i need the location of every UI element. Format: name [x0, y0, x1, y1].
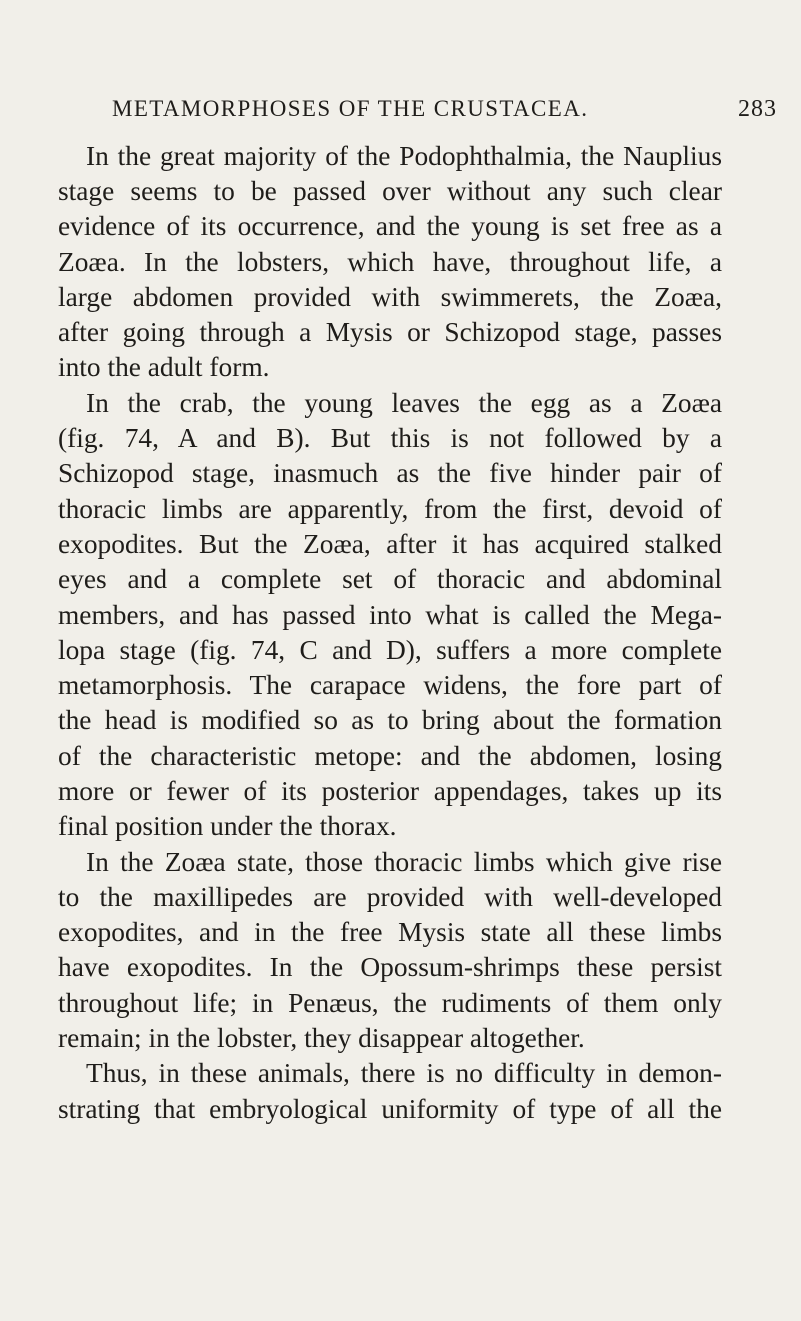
text-line: In the Zoæa state, those thoracic limbs which give rise — [86, 847, 722, 877]
text-line: exopodites, and in the free Mysis state all these limbs — [58, 917, 722, 947]
text-line: exopodites. But the Zoæa, after it has acquired stalked — [58, 529, 722, 559]
text-line: throughout life; in Penæus, the rudiments of them only — [58, 988, 722, 1018]
text-line: large abdomen provided with swimmerets, the Zoæa, — [58, 282, 722, 312]
text-line: In the crab, the young leaves the egg as a Zoæa — [86, 388, 722, 418]
text-line: (fig. 74, A and B). But this is not followed by a — [58, 423, 722, 453]
running-head-title: METAMORPHOSES OF THE CRUSTACEA. — [112, 96, 589, 121]
text-line: members, and has passed into what is called the Mega- — [58, 600, 722, 630]
text-line: into the adult form. — [58, 352, 270, 382]
text-line: of the characteristic metope: and the abdomen, losing — [58, 741, 722, 771]
text-line: remain; in the lobster, they disappear altogether. — [58, 1023, 585, 1053]
text-line: final position under the thorax. — [58, 811, 397, 841]
text-line: metamorphosis. The carapace widens, the fore part of — [58, 670, 722, 700]
text-line: more or fewer of its posterior appendages, takes up its — [58, 776, 722, 806]
text-line: have exopodites. In the Opossum-shrimps these persist — [58, 952, 722, 982]
text-line: lopa stage (fig. 74, C and D), suffers a more complete — [58, 635, 722, 665]
text-line: In the great majority of the Podophthalmia, the Nauplius — [86, 141, 722, 171]
text-line: after going through a Mysis or Schizopod stage, passes — [58, 317, 722, 347]
text-line: Thus, in these animals, there is no difficulty in demon- — [86, 1058, 722, 1088]
text-line: stage seems to be passed over without any such clear — [58, 176, 722, 206]
page-number: 283 — [738, 96, 777, 122]
text-line: evidence of its occurrence, and the young is set free as a — [58, 211, 722, 241]
text-line: thoracic limbs are apparently, from the first, devoid of — [58, 494, 722, 524]
text-line: to the maxillipedes are provided with well-developed — [58, 882, 722, 912]
text-line: Schizopod stage, inasmuch as the five hinder pair of — [58, 458, 722, 488]
text-line: eyes and a complete set of thoracic and abdominal — [58, 564, 722, 594]
text-line: Zoæa. In the lobsters, which have, throughout life, a — [58, 247, 722, 277]
text-line: the head is modified so as to bring about the formation — [58, 705, 722, 735]
text-line: strating that embryological uniformity of type of all the — [58, 1094, 722, 1124]
